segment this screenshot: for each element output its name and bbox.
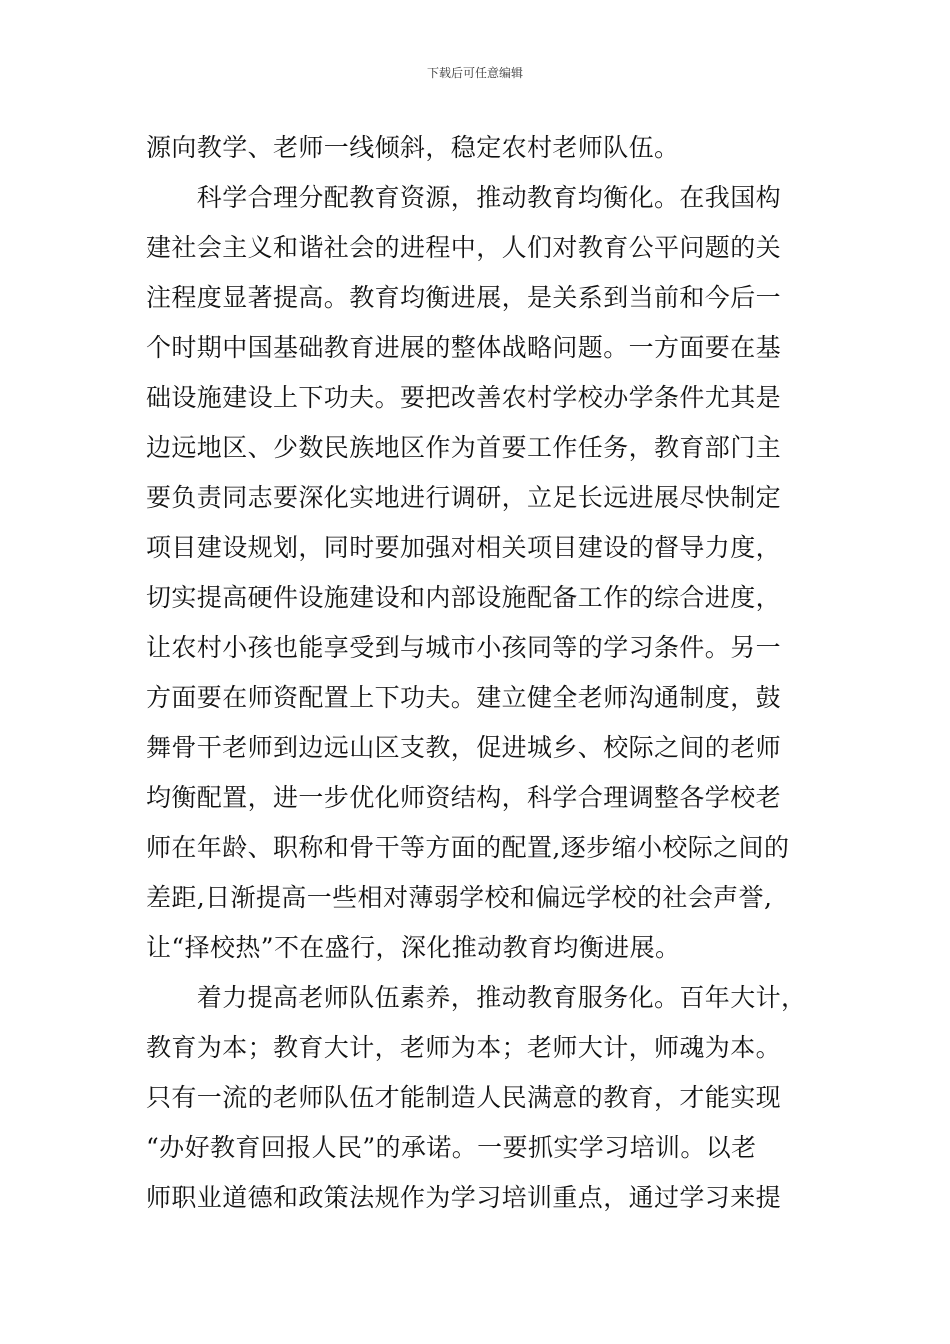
text-line: 只有一流的老师队伍才能制造人民满意的教育，才能实现 bbox=[146, 1083, 782, 1112]
text-line: 个时期中国基础教育进展的整体战略问题。一方面要在基 bbox=[146, 333, 782, 362]
text-line: 师职业道德和政策法规作为学习培训重点，通过学习来提 bbox=[146, 1183, 782, 1212]
text-line: 让农村小孩也能享受到与城市小孩同等的学习条件。另一 bbox=[146, 633, 782, 662]
document-body bbox=[146, 123, 816, 1223]
text-line: 要负责同志要深化实地进行调研，立足长远进展尽快制定 bbox=[146, 483, 782, 512]
text-line: 注程度显著提高。教育均衡进展，是关系到当前和今后一 bbox=[146, 283, 782, 312]
text-line: “办好教育回报人民”的承诺。一要抓实学习培训。以老 bbox=[146, 1133, 757, 1162]
text-line: 科学合理分配教育资源，推动教育均衡化。在我国构 bbox=[146, 183, 782, 212]
text-line: 着力提高老师队伍素养，推动教育服务化。百年大计， bbox=[146, 983, 807, 1012]
text-line: 础设施建设上下功夫。要把改善农村学校办学条件尤其是 bbox=[146, 383, 782, 412]
text-line: 源向教学、老师一线倾斜，稳定农村老师队伍。 bbox=[146, 133, 680, 162]
text-line: 让“择校热”不在盛行，深化推动教育均衡进展。 bbox=[146, 933, 681, 962]
page-header: 下载后可任意编辑 bbox=[426, 66, 523, 80]
text-line: 建社会主义和谐社会的进程中，人们对教育公平问题的关 bbox=[146, 233, 782, 262]
text-line: 师在年龄、职称和骨干等方面的配置,逐步缩小校际之间的 bbox=[146, 833, 790, 862]
text-line: 教育为本；教育大计，老师为本；老师大计，师魂为本。 bbox=[146, 1033, 782, 1062]
text-line: 项目建设规划，同时要加强对相关项目建设的督导力度， bbox=[146, 533, 782, 562]
text-line: 边远地区、少数民族地区作为首要工作任务，教育部门主 bbox=[146, 433, 782, 462]
text-line: 方面要在师资配置上下功夫。建立健全老师沟通制度，鼓 bbox=[146, 683, 782, 712]
text-line: 舞骨干老师到边远山区支教，促进城乡、校际之间的老师 bbox=[146, 733, 782, 762]
text-line: 切实提高硬件设施建设和内部设施配备工作的综合进度， bbox=[146, 583, 782, 612]
text-line: 均衡配置，进一步优化师资结构，科学合理调整各学校老 bbox=[146, 783, 782, 812]
text-line: 差距,日渐提高一些相对薄弱学校和偏远学校的社会声誉, bbox=[146, 883, 773, 912]
